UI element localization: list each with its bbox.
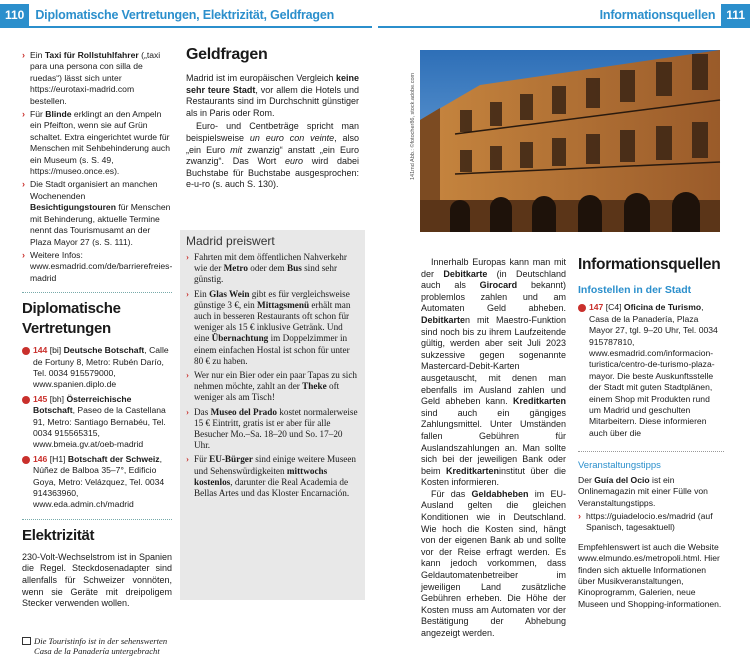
map-pin-icon [22, 347, 30, 355]
box-items [180, 252, 365, 499]
madrid-preiswert-box [180, 230, 365, 600]
informationsquellen-title: Informationsquellen [578, 256, 721, 273]
left-page-header [0, 0, 375, 26]
embassy-entry [22, 454, 172, 511]
emphasis: mit [230, 144, 243, 155]
embassy-entry [22, 394, 172, 451]
divider [22, 292, 172, 293]
tourist-office-text: 147 [C4] Oficina de Turismo, Casa de la Panadería, Plaza Mayor 27, tgl. 9–20 Uhr, Tel. 0034 915787810, www.esmadrid.com/informacion-turistica/centro-de-turismo-plaza-mayor. Die beste Auskunftsstelle der Stadt mit guten Stadtplänen, einem Shop mit Produkten rund um Madrid und geschulten Mitarbeitern. Diese informieren auch über die [589, 302, 718, 438]
photo-caption [22, 636, 172, 657]
emphasis: Museo del Prado [210, 406, 277, 417]
list-item [186, 454, 359, 499]
emphasis: euro [285, 156, 304, 167]
emphasis: Mittagsmenü [257, 299, 310, 310]
emphasis: Bus [286, 263, 302, 274]
bullet-icon: › [22, 50, 25, 60]
page-number-left: 110 [0, 4, 29, 26]
office-number: 147 [589, 302, 604, 313]
emphasis: Guía del Ocio [594, 474, 650, 485]
info-pin-icon [578, 304, 586, 312]
bullet-bold: Besichtigungstouren [30, 202, 116, 213]
emphasis: EU-Bürger [209, 454, 253, 465]
emphasis: Glas Wein [209, 288, 250, 299]
infostellen-subtitle: Infostellen in der Stadt [578, 284, 692, 296]
list-item [186, 370, 359, 404]
bullet-bold: Blinde [45, 109, 72, 120]
embassy-text: 144 [bi] Deutsche Botschaft, Calle de Fortuny 8, Metro: Rubén Darío, Tel. 0034 915579000, www.spanien.diplo.de [33, 345, 169, 390]
list-item [186, 407, 359, 452]
office-name: Oficina de Turismo [623, 302, 702, 313]
right-header-rule [378, 26, 750, 28]
diplo-title-line-1: Diplomatische [22, 300, 121, 318]
photo-casa-panaderia [420, 50, 720, 232]
embassy-name: Österreichische Botschaft [33, 393, 132, 416]
bullet-icon: › [22, 249, 25, 260]
list-item [22, 50, 172, 107]
events-link-item [578, 511, 724, 534]
box-item-text: Für EU-Bürger sind einige weitere Museen und Sehenswürdigkeiten mittwochs kostenlos, darunter die Real Academia de Bellas Artes und das Kloster Encarnación. [194, 454, 357, 499]
photo-credit [410, 50, 418, 180]
geldfragen-p1: Madrid ist im europäischen Vergleich keine sehr teure Stadt, vor allem die Hotels und Restaurants sind im Durchschnitt günstiger als in Paris oder Rom. [186, 73, 359, 118]
bullet-text: Die Stadt organisiert an manchen Wochenenden Besichtigungstouren für Menschen mit Behinderung, aktuelle Termine nennt das Tourismusamt an der Plaza Mayor 27 (s. S. 111). [30, 179, 171, 247]
box-item-text: Ein Glas Wein gibt es für vergleichsweise günstige 3 €, ein Mittagsmenü erhält man auch in besseren Restaurants oft schon für weniger als 15 € inklusive Getränk. Und eine Übernachtung im Doppelzimmer in einem einfachen Hostal ist schon für unter 80 € zu haben. [194, 288, 351, 366]
emphasis: un euro con veinte [249, 132, 335, 143]
bullet-text: Ein Taxi für Rollstuhlfahrer („taxi para una persona con silla de ruedas“) lässt sich unter https://eurotaxi-madrid.com bestellen. [30, 50, 161, 106]
divider [578, 451, 724, 452]
left-header-rule [0, 26, 372, 28]
box-title: Madrid preiswert [186, 234, 275, 248]
embassy-number: 144 [33, 345, 48, 356]
list-item [22, 179, 172, 247]
right-header-title: Informationsquellen [599, 8, 716, 22]
geldfragen-title: Geldfragen [186, 46, 268, 63]
geldfragen-p2: Euro- und Centbeträge spricht man beispielsweise un euro con veinte, also „ein Euro mit zwanzig“ anstatt „ein Euro zwanzig“. Das Wort euro wird dabei Buchstabe für Buchstabe ausgesprochen: e-u-ro (s. auch S. 130). [186, 121, 359, 190]
column-1 [22, 50, 172, 657]
bullet-icon: › [186, 406, 189, 417]
box-item-text: Das Museo del Prado kostet normalerweise 15 € Eintritt, gratis ist er aber für alle Besucher Mo.–Sa. 18–20 und So. 17–20 Uhr. [194, 406, 358, 451]
events-text-2: Empfehlenswert ist auch die Website www.elmundo.es/metropoli.html. Hier finden sich aktuelle Informationen über Musikveranstaltungen, Kinoprogramm, Galerien, neue Museen und Shopping-informationen. [578, 541, 722, 609]
embassy-name: Botschaft der Schweiz [67, 453, 160, 464]
bullet-icon: › [186, 252, 189, 262]
map-pin-icon [22, 456, 30, 464]
column-4 [578, 255, 724, 610]
bullet-icon: › [186, 288, 189, 299]
emphasis: Kreditkarten [445, 465, 499, 476]
embassy-number: 145 [33, 393, 48, 404]
events-text-1: Der Guía del Ocio ist ein Onlinemagazin mit einer Fülle von Veranstaltungstipps. [578, 474, 708, 508]
bullet-icon: › [186, 370, 189, 381]
bullet-icon: › [186, 454, 189, 465]
emphasis: Übernachtung [211, 333, 269, 344]
geldkarten-text: Innerhalb Europas kann man mit der Debitkarte (in Deutschland auch als Girocard bekannt) problemlos zahlen und am Automaten Geld abheben. Debitkarten mit Maestro-Funktion sind noch bis zu ihrem Laufzeitende gültig, werden aber seit Juli 2023 sukzessive gegen sogenannte Mastercard-Debit-Karten ausgetauscht, mit denen man ebenfalls im Ausland zahlen und Geld abheben kann. Kreditkarten sind auch ein gängiges Zahlungsmittel. Unter Umständen fallen Gebühren für Auslandszahlungen an. Man sollte sich bei der jeweiligen Bank oder beim Kreditkarteninstitut über die Kosten informieren. [421, 257, 566, 488]
caption-icon [22, 637, 31, 645]
list-item [186, 252, 359, 286]
box-item-text: Fahrten mit dem öffentlichen Nahverkehr wie der Metro oder dem Bus sind sehr günstig. [194, 252, 347, 285]
geldabheben-text: Für das Geldabheben im EU-Ausland gelten die gleichen Konditionen wie in Deutschland. Wie hoch die Kosten sind, hängt von der eigenen Bank ab und sollte vor der Reise erfragt werden. Es kann jedoch vorkommen, dass Geldautomatenbetreiber im jeweiligen Land zusätzliche Gebühren erheben. Die Höhe der Kosten muss am Automaten vor der Bestätigung der Abhebung angezeigt werden. [421, 488, 566, 638]
events-title: Veranstaltungstipps [578, 460, 661, 472]
photo-credit-text: 141md Abb.: ©fotocher86, stock.adobe.com [410, 72, 416, 180]
embassy-text: 145 [bh] Österreichische Botschaft, Paseo de la Castellana 91, Metro: Santiago Bernabéu, Tel. 0034 915565315, www.bmeia.gv.at/oeb-madrid [33, 393, 166, 450]
embassy-name: Deutsche Botschaft [63, 345, 145, 356]
emphasis: Debitkarte [443, 268, 488, 279]
page-number-right: 111 [721, 4, 750, 26]
building-illustration [420, 50, 720, 232]
emphasis: mittwochs kostenlos [194, 465, 328, 487]
emphasis: Theke [302, 381, 327, 392]
right-page-header [375, 0, 750, 26]
emphasis: Debitkarte [421, 314, 466, 325]
bullet-icon: › [578, 510, 581, 521]
tourist-office-entry [578, 302, 724, 439]
bullet-text: Weitere Infos: www.esmadrid.com/de/barrierefreies-madrid [30, 249, 173, 283]
caption-text: Die Touristinfo ist in der sehenswerten Casa de la Panadería untergebracht [34, 635, 168, 657]
map-pin-icon [22, 396, 30, 404]
column-3 [421, 257, 566, 640]
embassy-list [22, 345, 172, 511]
emphasis: Metro [223, 263, 248, 274]
left-header-title: Diplomatische Vertretungen, Elektrizität, Geldfragen [35, 8, 335, 22]
events-link[interactable]: https://guiadelocio.es/madrid (auf Spanisch, tagesaktuell) [586, 510, 713, 533]
diplo-title-line-2: Vertretungen [22, 320, 111, 338]
bullet-icon: › [22, 109, 25, 120]
elektrizitaet-title: Elektrizität [22, 526, 95, 544]
diplo-title [22, 299, 172, 339]
emphasis: Geldabheben [471, 488, 529, 499]
bullet-icon: › [22, 179, 25, 190]
bullet-bold: Taxi für Rollstuhlfahrer [44, 50, 139, 60]
divider [22, 519, 172, 520]
list-item [22, 109, 172, 177]
emphasis: Girocard [479, 280, 518, 291]
embassy-entry [22, 345, 172, 391]
embassy-text: 146 [H1] Botschaft der Schweiz, Núñez de Balboa 35–7°, Edificio Goya, Metro: Velázquez, Tel. 0034 914363960, www.eda.admin.ch/madrid [33, 453, 165, 510]
emphasis: Kreditkarten [512, 396, 566, 407]
column-2 [186, 45, 359, 191]
embassy-number: 146 [33, 453, 48, 464]
list-item [22, 250, 172, 284]
elektrizitaet-text: 230-Volt-Wechselstrom ist in Spanien die Regel. Steckdosenadapter sind allenfalls für Schweizer vonnöten, wenn sie Geräte mit dreipoligem Stecker verwenden wollen. [22, 551, 172, 609]
emphasis: keine sehr teure Stadt [186, 73, 359, 95]
bullet-text: Für Blinde erklingt an den Ampeln ein Pfeifton, wenn sie auf Grün schaltet. Extra eingerichtet wurde für Menschen mit Sehbehinderung auch ein Museum (s. S. 49, https://museo.once.es). [30, 109, 170, 177]
list-item [186, 289, 359, 367]
accessibility-bullets [22, 50, 172, 284]
box-item-text: Wer nur ein Bier oder ein paar Tapas zu sich nehmen möchte, zahlt an der Theke oft weniger als am Tisch! [194, 370, 357, 403]
